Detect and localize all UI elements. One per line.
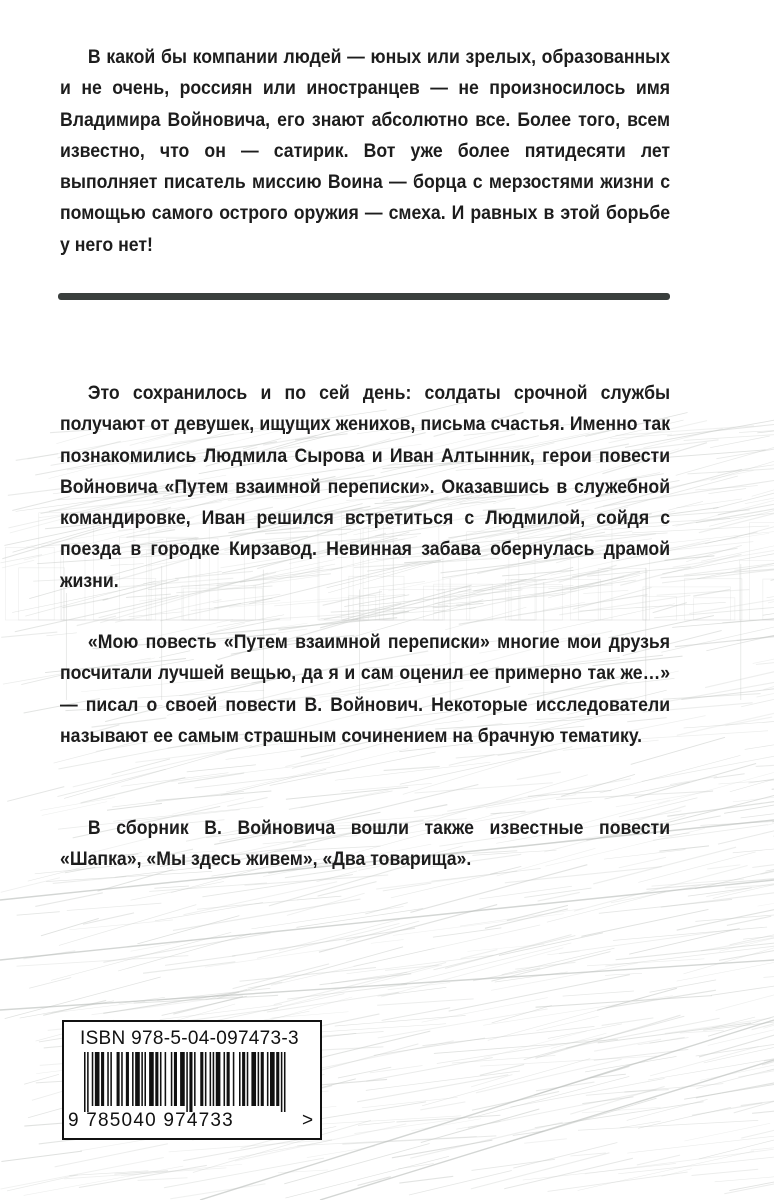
ean-quiet-zone-arrow: > bbox=[302, 1110, 314, 1131]
isbn-label: ISBN 978-5-04-097473-3 bbox=[80, 1028, 299, 1049]
annotation-paragraph-2: Это сохранилось и по сей день: солдаты срочной службы получают от девушек, ищущих женихов, письма счастья. Именно так познакомились Людмила Сырова и Иван Алтынник, герои повести Войновича «Путем взаимной переписки». Оказавшись в служебной командировке, Иван решился встретиться с Людмилой, сойдя с поезда в городке Кирзавод. Невинная забава обернулась драмой жизни. bbox=[60, 383, 671, 592]
barcode-bars bbox=[84, 1052, 300, 1112]
annotation-paragraph-1: В какой бы компании людей — юных или зрелых, образованных и не очень, россиян или иностранцев — не произносилось имя Владимира Войновича, его знают абсолютно все. Более того, всем известно, что он — сатирик. Вот уже более пятидесяти лет выполняет писатель миссию Воина — борца с мерзостями жизни с помощью самого острого оружия — смеха. И равных в этой борьбе у него нет! bbox=[60, 47, 671, 256]
annotation-paragraph-3: «Мою повесть «Путем взаимной переписки» многие мои друзья посчитали лучшей вещью, да я и сам оценил ее примерно так же…» — писал о своей повести В. Войнович. Некоторые исследователи называют ее самым страшным сочинением на брачную тематику. bbox=[60, 632, 671, 747]
ean-digits: 9 785040 974733 bbox=[68, 1110, 234, 1131]
isbn-barcode-block bbox=[62, 1020, 322, 1140]
annotation-paragraph-4: В сборник В. Войновича вошли также известные повести «Шапка», «Мы здесь живем», «Два товарища». bbox=[60, 818, 671, 871]
divider-line bbox=[58, 293, 670, 300]
